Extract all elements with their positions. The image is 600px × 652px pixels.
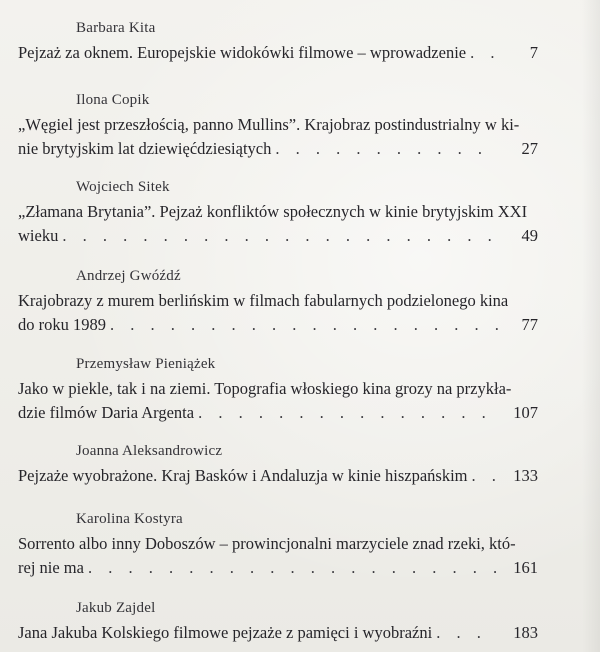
page-number: 7 <box>529 43 538 62</box>
toc-entry <box>18 441 538 488</box>
chapter-title-text: Pejzaż za oknem. Europejskie widokówki filmowe – wprowadzenie <box>18 43 467 62</box>
chapter-title-line <box>18 401 538 425</box>
author-name: Andrzej Gwóźdź <box>76 268 181 284</box>
toc-entry <box>18 18 538 65</box>
chapter-title-text: wieku <box>18 226 59 245</box>
chapter-title-text: dzie filmów Daria Argenta <box>18 403 195 422</box>
page-number: 183 <box>513 623 538 642</box>
page-number: 107 <box>513 403 538 422</box>
author-name: Przemysław Pieniążek <box>76 356 216 372</box>
chapter-title-line: Sorrento albo inny Doboszów – prowincjonalni marzyciele znad rzeki, któ- <box>18 534 516 553</box>
leader-dots <box>470 41 498 65</box>
page-number: 133 <box>513 466 538 485</box>
chapter-title-line <box>18 621 538 645</box>
page-number: 49 <box>521 226 538 245</box>
leader-dots <box>275 137 498 161</box>
page-number: 161 <box>513 558 538 577</box>
chapter-title-line <box>18 556 538 580</box>
author-name: Joanna Aleksandrowicz <box>76 443 223 459</box>
leader-dots <box>198 401 498 425</box>
chapter-title-text: Pejzaże wyobrażone. Kraj Basków i Andaluzja w kinie hiszpańskim <box>18 466 468 485</box>
author-name: Karolina Kostyra <box>76 511 183 527</box>
toc-entry <box>18 90 538 161</box>
chapter-title-line <box>18 224 538 248</box>
leader-dots <box>62 224 498 248</box>
toc-entry <box>18 598 538 645</box>
toc-entry <box>18 354 538 425</box>
chapter-title-line: Jako w piekle, tak i na ziemi. Topografia włoskiego kina grozy na przykła- <box>18 379 512 398</box>
page-number: 27 <box>521 139 538 158</box>
chapter-title-text: nie brytyjskim lat dziewięćdziesiątych <box>18 139 272 158</box>
toc-entry <box>18 177 538 248</box>
chapter-title-line: „Złamana Brytania”. Pejzaż konfliktów społecznych w kinie brytyjskim XXI <box>18 202 528 221</box>
page-number: 77 <box>521 315 538 334</box>
chapter-title-line <box>18 464 538 488</box>
leader-dots <box>88 556 498 580</box>
toc-entry <box>18 509 538 580</box>
chapter-title-text: do roku 1989 <box>18 315 106 334</box>
chapter-title-text: Jana Jakuba Kolskiego filmowe pejzaże z pamięci i wyobraźni <box>18 623 433 642</box>
author-name: Barbara Kita <box>76 20 156 36</box>
page-edge-shadow <box>582 0 600 652</box>
chapter-title-line <box>18 41 538 65</box>
author-name: Ilona Copik <box>76 92 150 108</box>
chapter-title-line: „Węgiel jest przeszłością, panno Mullins”. Krajobraz postindustrialny w ki- <box>18 115 520 134</box>
author-name: Wojciech Sitek <box>76 179 170 195</box>
chapter-title-line: Krajobrazy z murem berlińskim w filmach fabularnych podzielonego kina <box>18 291 509 310</box>
chapter-title-text: rej nie ma <box>18 558 84 577</box>
chapter-title-line <box>18 313 538 337</box>
leader-dots <box>472 464 499 488</box>
author-name: Jakub Zajdel <box>76 600 156 616</box>
leader-dots <box>110 313 498 337</box>
toc-entry <box>18 266 538 337</box>
chapter-title-line <box>18 137 538 161</box>
leader-dots <box>436 621 498 645</box>
